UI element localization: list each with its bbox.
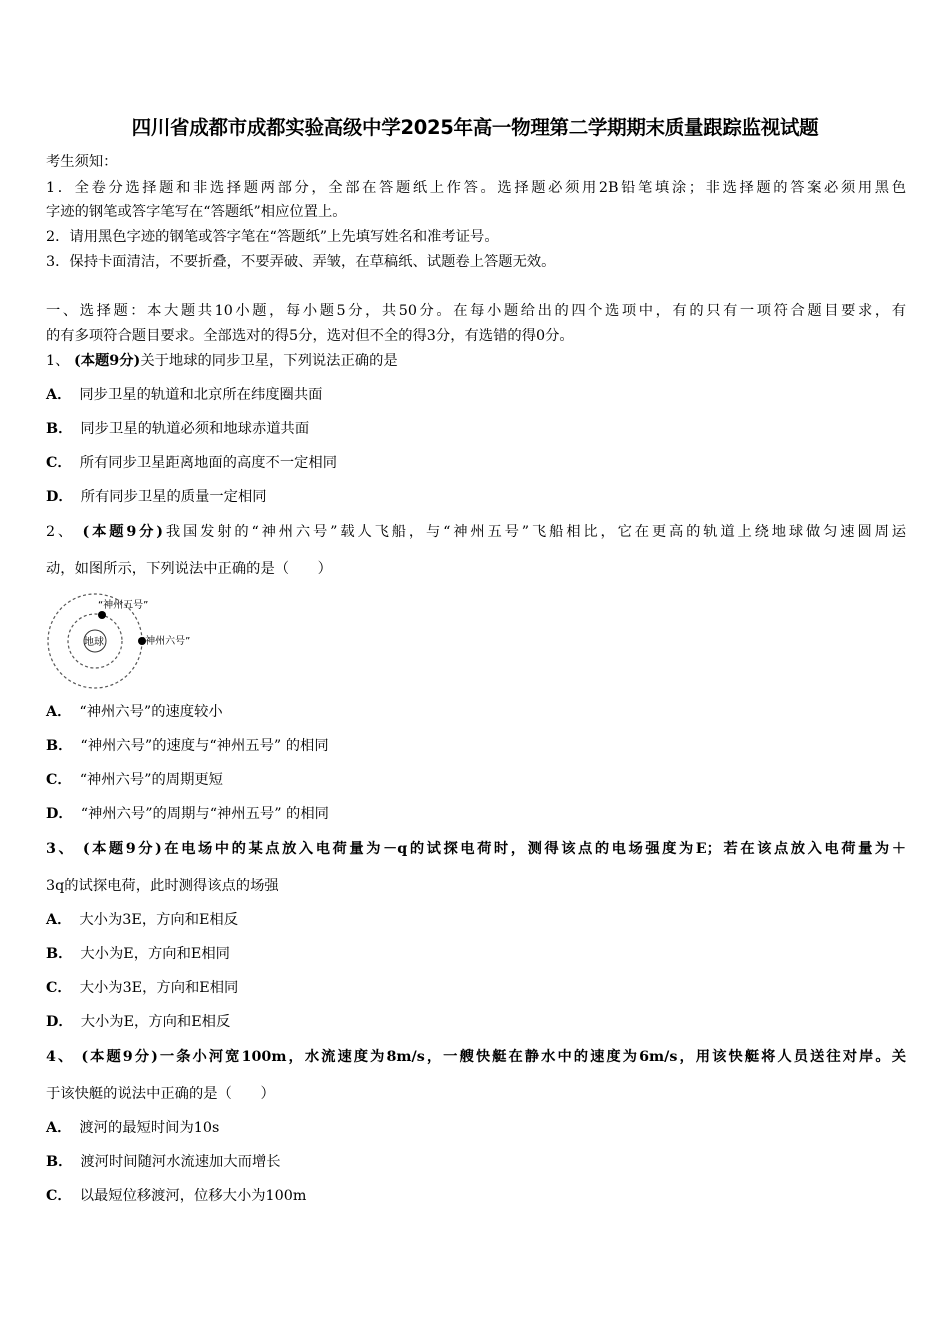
question-number: 1、 bbox=[46, 353, 70, 369]
option-letter: A． bbox=[46, 387, 72, 403]
notice-item: 1．全卷分选择题和非选择题两部分，全部在答题纸上作答。选择题必须用2B铅笔填涂；非选择题的答案必须用黑色 bbox=[46, 180, 906, 196]
question-text: 关于地球的同步卫星，下列说法正确的是 bbox=[140, 353, 398, 369]
option-text: 大小为E，方向和E相反 bbox=[80, 1014, 231, 1030]
shenzhou5-satellite-icon bbox=[98, 611, 106, 619]
option-text: 大小为3E，方向和E相同 bbox=[79, 980, 239, 996]
question-2-stem-cont: 动，如图所示，下列说法中正确的是（ ） bbox=[46, 561, 332, 577]
option-a bbox=[46, 1118, 906, 1138]
option-letter: B． bbox=[46, 421, 73, 437]
question-number: 4、 bbox=[46, 1049, 75, 1065]
option-b bbox=[46, 736, 906, 756]
option-a bbox=[46, 910, 906, 930]
option-letter: C． bbox=[46, 455, 72, 471]
question-3-stem bbox=[46, 839, 906, 859]
option-c bbox=[46, 453, 906, 473]
option-letter: B． bbox=[46, 1154, 73, 1170]
question-4-stem bbox=[46, 1047, 906, 1067]
notice-item: 2．请用黑色字迹的钢笔或答字笔在“答题纸”上先填写姓名和准考证号。 bbox=[46, 229, 499, 245]
page-title: 四川省成都市成都实验高级中学2025年高一物理第二学期期末质量跟踪监视试题 bbox=[131, 116, 819, 139]
question-number: 3、 bbox=[46, 841, 76, 857]
option-d bbox=[46, 804, 906, 824]
question-4-stem-cont: 于该快艇的说法中正确的是（ ） bbox=[46, 1086, 275, 1102]
option-letter: D． bbox=[46, 806, 73, 822]
option-b bbox=[46, 944, 906, 964]
option-text: 所有同步卫星距离地面的高度不一定相同 bbox=[79, 455, 338, 471]
option-c bbox=[46, 1186, 906, 1206]
option-text: “神州六号”的周期更短 bbox=[79, 772, 223, 788]
option-text: 渡河的最短时间为10s bbox=[79, 1120, 220, 1136]
inner-orbit-label: “神州五号” bbox=[98, 600, 149, 611]
section-instructions: 的有多项符合题目要求。全部选对的得5分，选对但不全的得3分，有选错的得0分。 bbox=[46, 328, 574, 344]
option-letter: A． bbox=[46, 912, 72, 928]
option-text: 大小为E，方向和E相同 bbox=[80, 946, 230, 962]
option-c bbox=[46, 978, 906, 998]
option-text: “神州六号”的周期与“神州五号” 的相同 bbox=[80, 806, 329, 822]
option-letter: D． bbox=[46, 1014, 73, 1030]
orbit-diagram bbox=[40, 588, 210, 692]
option-letter: C． bbox=[46, 980, 72, 996]
outer-orbit-label: “神州六号” bbox=[140, 636, 191, 647]
option-letter: B． bbox=[46, 738, 73, 754]
question-text: 一条小河宽100m，水流速度为8m/s，一艘快艇在静水中的速度为6m/s，用该快艇将人员送往对岸。关 bbox=[157, 1049, 906, 1065]
earth-label: 地球 bbox=[84, 637, 104, 648]
question-1-stem bbox=[46, 351, 906, 371]
option-text: 大小为3E，方向和E相反 bbox=[79, 912, 239, 928]
option-a bbox=[46, 385, 906, 405]
option-text: 以最短位移渡河，位移大小为100m bbox=[79, 1188, 307, 1204]
notice-item: 3．保持卡面清洁，不要折叠，不要弄破、弄皱，在草稿纸、试题卷上答题无效。 bbox=[46, 254, 556, 270]
section-instructions: 一、选择题：本大题共10小题，每小题5分，共50分。在每小题给出的四个选项中，有的只有一项符合题目要求，有 bbox=[46, 303, 906, 319]
option-b bbox=[46, 419, 906, 439]
option-a bbox=[46, 702, 906, 722]
question-tag: (本题9分) bbox=[82, 841, 162, 857]
question-2-stem bbox=[46, 522, 906, 542]
option-text: 同步卫星的轨道和北京所在纬度圈共面 bbox=[79, 387, 323, 403]
question-text: 我国发射的“神州六号”载人飞船，与“神州五号”飞船相比，它在更高的轨道上绕地球做匀速圆周运 bbox=[163, 524, 907, 540]
option-d bbox=[46, 1012, 906, 1032]
option-text: 渡河时间随河水流速加大而增长 bbox=[80, 1154, 281, 1170]
question-tag: (本题9分) bbox=[81, 1049, 158, 1065]
option-letter: C． bbox=[46, 1188, 72, 1204]
option-letter: C． bbox=[46, 772, 72, 788]
option-letter: D． bbox=[46, 489, 73, 505]
question-3-stem-cont: 3q的试探电荷，此时测得该点的场强 bbox=[46, 878, 279, 894]
notice-item: 字迹的钢笔或答字笔写在“答题纸”相应位置上。 bbox=[46, 204, 347, 220]
question-tag: (本题9分) bbox=[82, 524, 164, 540]
option-b bbox=[46, 1152, 906, 1172]
option-text: “神州六号”的速度与“神州五号” 的相同 bbox=[80, 738, 329, 754]
option-letter: B． bbox=[46, 946, 73, 962]
option-d bbox=[46, 487, 906, 507]
option-letter: A． bbox=[46, 704, 72, 720]
notice-heading: 考生须知： bbox=[46, 154, 118, 170]
option-text: 同步卫星的轨道必须和地球赤道共面 bbox=[80, 421, 310, 437]
option-letter: A． bbox=[46, 1120, 72, 1136]
option-text: “神州六号”的速度较小 bbox=[79, 704, 223, 720]
question-tag: (本题9分) bbox=[73, 353, 141, 369]
option-text: 所有同步卫星的质量一定相同 bbox=[80, 489, 267, 505]
question-text: 在电场中的某点放入电荷量为－q的试探电荷时，测得该点的电场强度为E；若在该点放入电荷量为＋ bbox=[161, 841, 907, 857]
option-c bbox=[46, 770, 906, 790]
question-number: 2、 bbox=[46, 524, 76, 540]
